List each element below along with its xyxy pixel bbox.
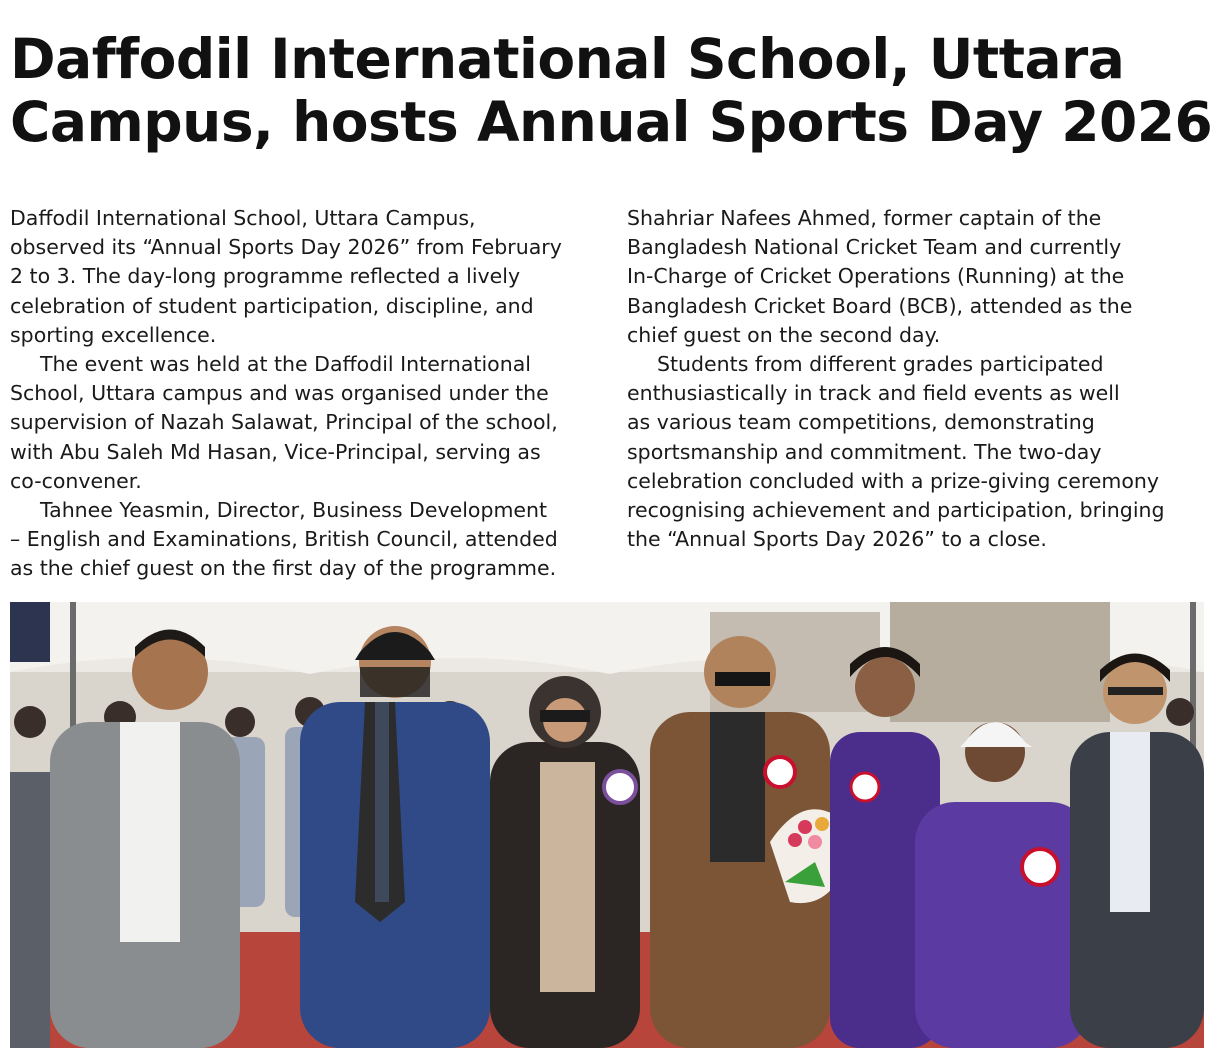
body-line: observed its “Annual Sports Day 2026” from February (10, 235, 562, 260)
body-line: as various team competitions, demonstrating (627, 410, 1095, 435)
body-line: enthusiastically in track and field events as well (627, 381, 1120, 406)
body-line: co-convener. (10, 468, 142, 493)
body-line: the “Annual Sports Day 2026” to a close. (627, 527, 1047, 552)
event-photo (10, 602, 1204, 1048)
background-building (890, 602, 1110, 722)
headline-line-1: Daffodil International School, Uttara (10, 27, 1125, 91)
body-line: – English and Examinations, British Council, attended (10, 527, 558, 552)
body-line: supervision of Nazah Salawat, Principal of the school, (10, 410, 558, 435)
headline (10, 27, 1213, 154)
article-column-left (10, 204, 595, 584)
body-line: celebration concluded with a prize-giving ceremony (627, 468, 1160, 493)
body-line: In-Charge of Cricket Operations (Running) at the (627, 264, 1125, 289)
body-line: recognising achievement and participation, bringing (627, 498, 1165, 523)
article-column-right (627, 204, 1212, 554)
body-line: chief guest on the second day. (627, 322, 941, 347)
body-line: sporting excellence. (10, 322, 217, 347)
body-line: Students from different grades participated (657, 352, 1104, 377)
banner (10, 602, 50, 662)
body-line: School, Uttara campus and was organised under the (10, 381, 549, 406)
body-line: Shahriar Nafees Ahmed, former captain of the (627, 206, 1102, 230)
body-line: sportsmanship and commitment. The two-day (627, 439, 1102, 464)
headline-line-2: Campus, hosts Annual Sports Day 2026 (10, 90, 1213, 154)
body-line: Bangladesh National Cricket Team and currently (627, 235, 1122, 260)
body-line: celebration of student participation, discipline, and (10, 293, 534, 318)
body-line: with Abu Saleh Md Hasan, Vice-Principal, serving as (10, 439, 541, 464)
body-line: Daffodil International School, Uttara Campus, (10, 206, 476, 230)
body-line: as the chief guest on the first day of the programme. (10, 556, 557, 581)
body-line: Bangladesh Cricket Board (BCB), attended as the (627, 293, 1133, 318)
body-line: The event was held at the Daffodil International (40, 352, 531, 377)
body-line: Tahnee Yeasmin, Director, Business Development (40, 498, 548, 523)
body-line: 2 to 3. The day-long programme reflected a lively (10, 264, 521, 289)
